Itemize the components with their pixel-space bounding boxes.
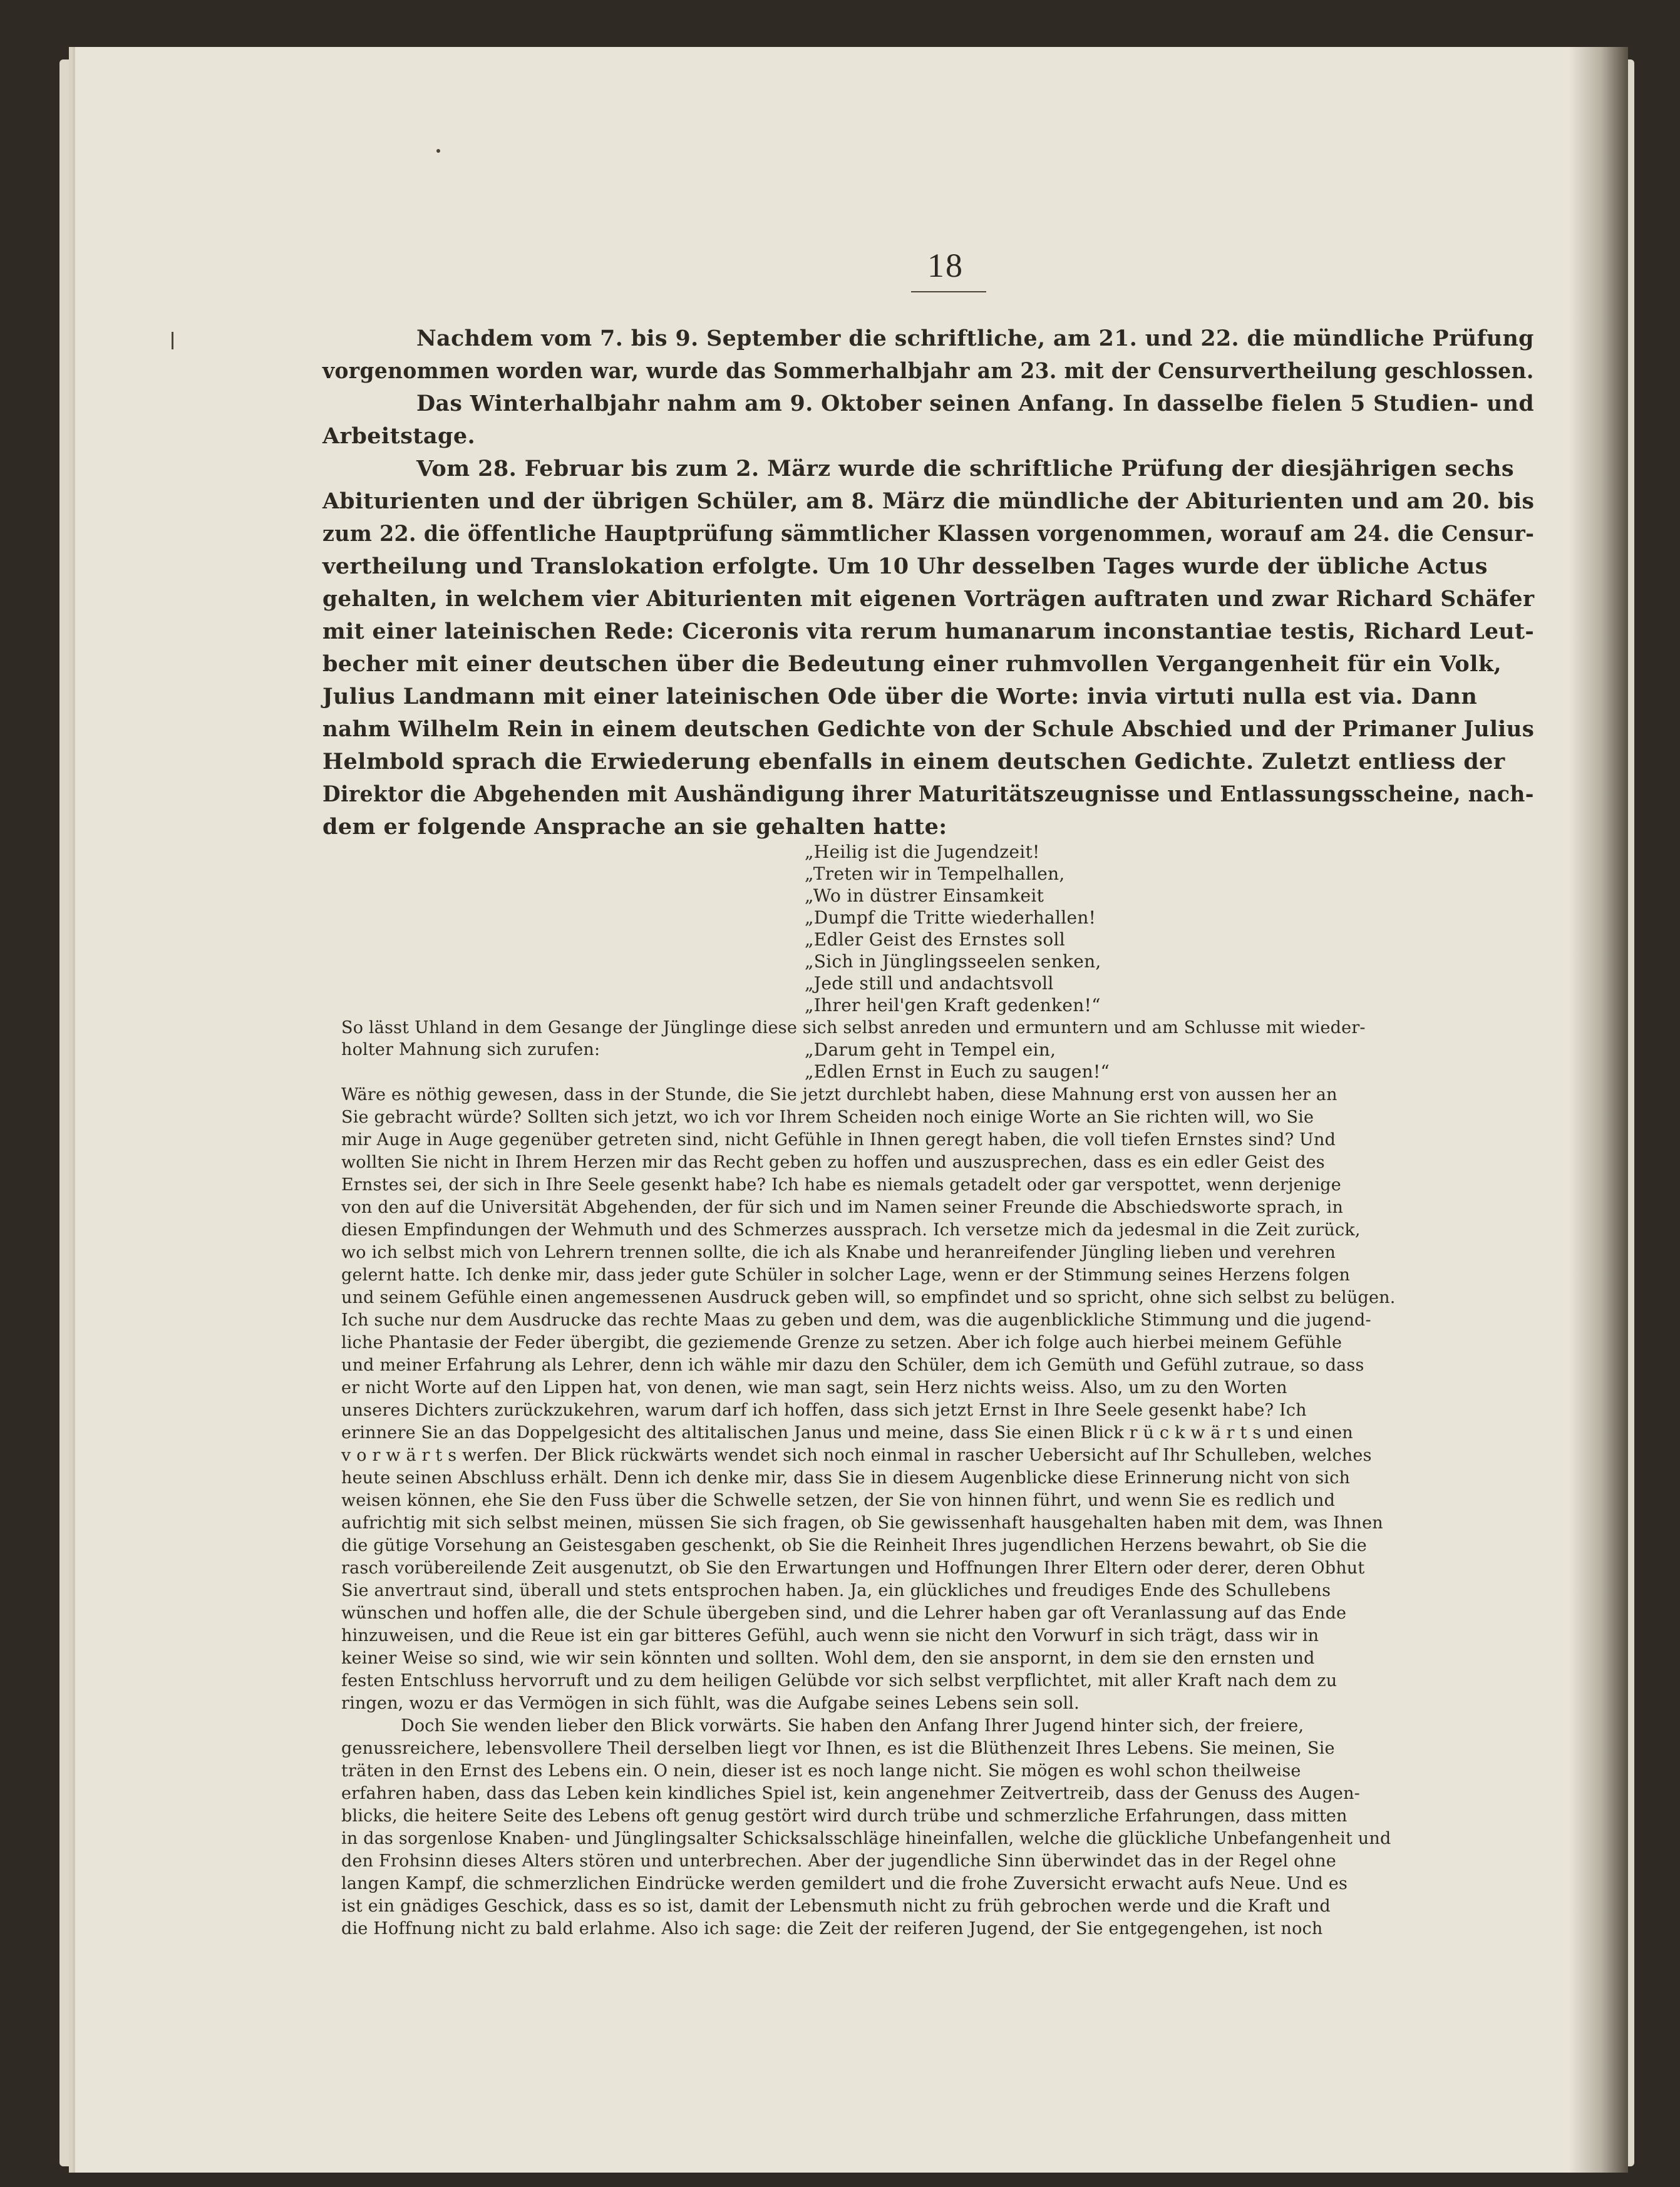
speech-line: wünschen und hoffen alle, die der Schule übergeben sind, und die Lehrer haben gar oft Veranlassung auf das Ende	[341, 1603, 1347, 1623]
speech-line: unseres Dichters zurückzukehren, warum darf ich hoffen, dass sich jetzt Ernst in Ihre Seele gesenkt habe? Ich	[341, 1401, 1307, 1420]
intro-line: becher mit einer deutschen über die Bedeutung einer ruhmvollen Vergangenheit für ein Volk,	[322, 651, 1502, 677]
speech-line: ringen, wozu er das Vermögen in sich fühlt, was die Aufgabe seines Lebens sein soll.	[341, 1694, 1080, 1713]
speech-line: gelernt hatte. Ich denke mir, dass jeder gute Schüler in solcher Lage, wenn er der Stimmung seines Herzens folgen	[341, 1265, 1351, 1285]
speech-line: hinzuweisen, und die Reue ist ein gar bitteres Gefühl, auch wenn sie nicht den Vorwurf in sich trägt, dass wir in	[341, 1626, 1319, 1645]
intro-line: nahm Wilhelm Rein in einem deutschen Gedichte von der Schule Abschied und der Primaner Julius	[322, 716, 1535, 742]
speech-line: träten in den Ernst des Lebens ein. O nein, dieser ist es noch lange nicht. Sie mögen es wohl schon theilweise	[341, 1761, 1301, 1781]
speech-line: mir Auge in Auge gegenüber getreten sind, nicht Gefühle in Ihnen geregt haben, die voll tiefen Ernstes sind? Und	[341, 1130, 1336, 1150]
speech-line: ist ein gnädiges Geschick, dass es so ist, damit der Lebensmuth nicht zu früh gebrochen werde und die Kraft und	[341, 1896, 1331, 1916]
couplet-line: „Darum geht in Tempel ein,	[805, 1039, 1056, 1060]
speech-line: in das sorgenlose Knaben- und Jünglingsalter Schicksalsschläge hineinfallen, welche die glückliche Unbefangenheit und	[341, 1829, 1391, 1848]
intro-line: vorgenommen worden war, wurde das Sommerhalbjahr am 23. mit der Censurvertheilung geschlossen.	[322, 358, 1534, 384]
poem-line: „Jede still und andachtsvoll	[805, 973, 1054, 994]
speech-line: wollten Sie nicht in Ihrem Herzen mir das Recht geben zu hoffen und auszusprechen, dass es ein edler Geist des	[341, 1153, 1325, 1172]
uhland-line: So lässt Uhland in dem Gesange der Jünglinge diese sich selbst anreden und ermuntern und am Schlusse mit wieder-	[341, 1018, 1366, 1037]
speech-line: wo ich selbst mich von Lehrern trennen sollte, die ich als Knabe und heranreifender Jüngling lieben und verehren	[341, 1243, 1336, 1262]
intro-line: Direktor die Abgehenden mit Aushändigung ihrer Maturitätszeugnisse und Entlassungsscheine, nach-	[322, 781, 1534, 807]
poem-line: „Edler Geist des Ernstes soll	[805, 929, 1066, 950]
intro-line: Nachdem vom 7. bis 9. September die schriftliche, am 21. und 22. die mündliche Prüfung	[416, 326, 1534, 351]
couplet-line: „Edlen Ernst in Euch zu saugen!“	[805, 1061, 1110, 1082]
speech-line: Ich suche nur dem Ausdrucke das rechte Maas zu geben und dem, was die augenblickliche Stimmung und die jugend-	[341, 1310, 1371, 1330]
margin-mark	[436, 149, 440, 153]
poem-line: „Dumpf die Tritte wiederhallen!	[805, 907, 1096, 928]
poem-line: „Ihrer heil'gen Kraft gedenken!“	[805, 995, 1101, 1016]
intro-line: dem er folgende Ansprache an sie gehalten hatte:	[322, 814, 947, 840]
intro-line: Helmbold sprach die Erwiederung ebenfalls in einem deutschen Gedichte. Zuletzt entliess der	[322, 749, 1505, 774]
speech-line: rasch vorübereilende Zeit ausgenutzt, ob Sie den Erwartungen und Hoffnungen Ihrer Eltern oder derer, deren Obhut	[341, 1558, 1365, 1578]
speech-line: von den auf die Universität Abgehenden, der für sich und im Namen seiner Freunde die Abschiedsworte sprach, in	[341, 1198, 1344, 1217]
speech-line: Wäre es nöthig gewesen, dass in der Stunde, die Sie jetzt durchlebt haben, diese Mahnung erst von aussen her an	[341, 1085, 1337, 1104]
speech-line: keiner Weise so sind, wie wir sein könnten und sollten. Wohl dem, den sie anspornt, in dem sie den ernsten und	[341, 1649, 1315, 1668]
intro-line: Das Winterhalbjahr nahm am 9. Oktober seinen Anfang. In dasselbe fielen 5 Studien- und	[416, 391, 1535, 416]
intro-line: vertheilung und Translokation erfolgte. Um 10 Uhr desselben Tages wurde der übliche Actus	[322, 553, 1488, 579]
speech-line: er nicht Worte auf den Lippen hat, von denen, wie man sagt, sein Herz nichts weiss. Also, um zu den Worten	[341, 1378, 1287, 1397]
speech-line: erinnere Sie an das Doppelgesicht des altitalischen Janus und meine, dass Sie einen Blick r ü c k w ä r t s und einen	[341, 1423, 1353, 1443]
speech-line: und meiner Erfahrung als Lehrer, denn ich wähle mir dazu den Schüler, dem ich Gemüth und Gefühl zutraue, so dass	[341, 1356, 1364, 1375]
speech-line: Sie anvertraut sind, überall und stets entsprochen haben. Ja, ein glückliches und freudiges Ende des Schullebens	[341, 1581, 1331, 1600]
intro-line: zum 22. die öffentliche Hauptprüfung sämmtlicher Klassen vorgenommen, worauf am 24. die Censur-	[322, 521, 1535, 547]
speech-line: blicks, die heitere Seite des Lebens oft genug gestört wird durch trübe und schmerzliche Erfahrungen, dass mitten	[341, 1806, 1348, 1826]
page-number: 18	[927, 247, 964, 284]
speech-line: die Hoffnung nicht zu bald erlahme. Also ich sage: die Zeit der reiferen Jugend, der Sie entgegengehen, ist noch	[341, 1919, 1323, 1938]
uhland-line: holter Mahnung sich zurufen:	[341, 1040, 600, 1059]
speech-line: festen Entschluss hervorruft und zu dem heiligen Gelübde vor sich selbst verpflichtet, mit aller Kraft nach dem zu	[341, 1671, 1337, 1690]
speech-line: heute seinen Abschluss erhält. Denn ich denke mir, dass Sie in diesem Augenblicke diese Erinnerung nicht von sich	[341, 1468, 1351, 1488]
intro-line: gehalten, in welchem vier Abiturienten mit eigenen Vorträgen auftraten und zwar Richard Schäfer	[322, 586, 1535, 612]
speech-line: v o r w ä r t s werfen. Der Blick rückwärts wendet sich noch einmal in rascher Uebersicht auf Ihr Schulleben, welches	[341, 1446, 1372, 1465]
poem-line: „Heilig ist die Jugendzeit!	[805, 841, 1040, 862]
speech-line: erfahren haben, dass das Leben kein kindliches Spiel ist, kein angenehmer Zeitvertreib, dass der Genuss des Augen-	[341, 1784, 1361, 1803]
intro-line: Vom 28. Februar bis zum 2. März wurde die schriftliche Prüfung der diesjährigen sechs	[416, 456, 1514, 481]
speech-line: diesen Empfindungen der Wehmuth und des Schmerzes aussprach. Ich versetze mich da jedesmal in die Zeit zurück,	[341, 1220, 1361, 1240]
speech-line: langen Kampf, die schmerzlichen Eindrücke werden gemildert und die frohe Zuversicht erwacht aufs Neue. Und es	[341, 1874, 1348, 1893]
intro-line: Abiturienten und der übrigen Schüler, am 8. März die mündliche der Abiturienten und am 20. bis	[322, 488, 1535, 514]
page-content	[75, 47, 1628, 2173]
speech-line: Doch Sie wenden lieber den Blick vorwärts. Sie haben den Anfang Ihrer Jugend hinter sich, der freiere,	[401, 1716, 1304, 1736]
speech-line: den Frohsinn dieses Alters stören und unterbrechen. Aber der jugendliche Sinn überwindet das in der Regel ohne	[341, 1851, 1336, 1871]
intro-line: mit einer lateinischen Rede: Ciceronis vita rerum humanarum inconstantiae testis, Richard Leut-	[322, 619, 1535, 644]
speech-line: aufrichtig mit sich selbst meinen, müssen Sie sich fragen, ob Sie gewissenhaft hausgehalten haben mit dem, was Ihnen	[341, 1513, 1383, 1533]
speech-line: Sie gebracht würde? Sollten sich jetzt, wo ich vor Ihrem Scheiden noch einige Worte an Sie richten will, wo Sie	[341, 1108, 1314, 1127]
speech-line: und seinem Gefühle einen angemessenen Ausdruck geben will, so empfindet und so spricht, ohne sich selbst zu belügen.	[341, 1288, 1396, 1307]
poem-line: „Wo in düstrer Einsamkeit	[805, 885, 1044, 906]
poem-line: „Sich in Jünglingsseelen senken,	[805, 951, 1101, 972]
margin-mark	[172, 332, 173, 349]
speech-line: weisen können, ehe Sie den Fuss über die Schwelle setzen, der Sie von hinnen führt, und wenn Sie es redlich und	[341, 1491, 1336, 1510]
book-page	[75, 47, 1628, 2173]
speech-line: genussreichere, lebensvollere Theil derselben liegt vor Ihnen, es ist die Blüthenzeit Ihres Lebens. Sie meinen, Sie	[341, 1739, 1335, 1758]
poem-line: „Treten wir in Tempelhallen,	[805, 863, 1065, 884]
speech-line: liche Phantasie der Feder übergibt, die geziemende Grenze zu setzen. Aber ich folge auch hierbei meinem Gefühle	[341, 1333, 1342, 1352]
speech-line: Ernstes sei, der sich in Ihre Seele gesenkt habe? Ich habe es niemals getadelt oder gar verspottet, wenn derjenige	[341, 1175, 1341, 1195]
intro-line: Julius Landmann mit einer lateinischen Ode über die Worte: invia virtuti nulla est via. Dann	[322, 684, 1478, 709]
speech-line: die gütige Vorsehung an Geistesgaben geschenkt, ob Sie die Reinheit Ihres jugendlichen Herzens bewahrt, ob Sie die	[341, 1536, 1367, 1555]
intro-line: Arbeitstage.	[322, 423, 476, 449]
header-rule	[911, 291, 986, 292]
